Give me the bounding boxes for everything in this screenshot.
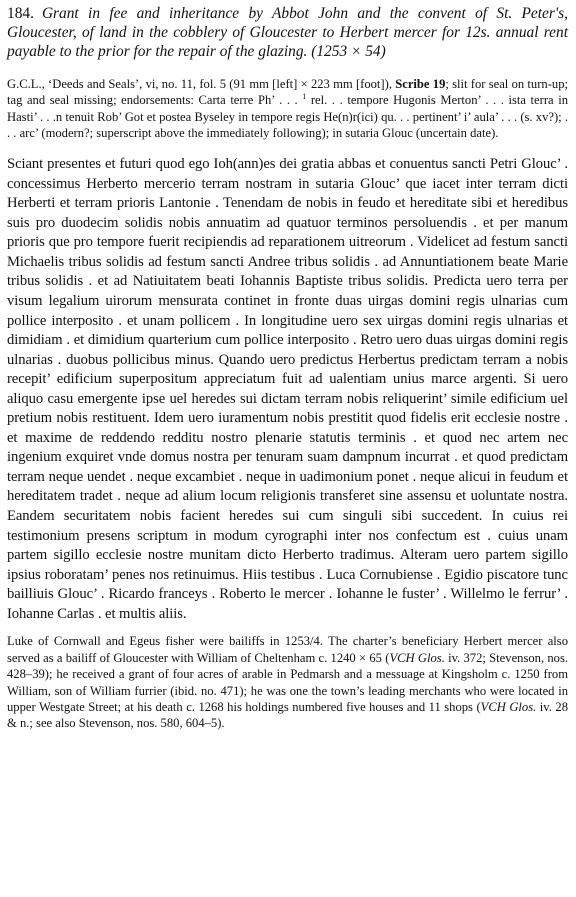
charter-text: Sciant presentes et futuri quod ego Ioh(ann)es dei gratia abbas et conuentus sancti Petri Glouc’ . concessimus Herberto mercerio terram nostram in sutaria Glouc’ que iacet inter terram dicti Herberti et terram prioris Lantonie . Tenendam de nobis in feudo et hereditate sibi et heredibus suis pro duodecim solidis nobis annuatim ad quatuor terminos persoluendis . et per manum prioris que pro tempore fuerit recipiendis ad reparationem uitreorum . Videlicet ad festum sancti Michaelis tribus solidis ad festum sancti Andree tribus solidis . ad Annuntiationem beate Marie tribus solidis . et ad Natiuitatem beati Iohannis Baptiste tribus solidis. Predicta uero terra per visum legalium uirorum mensurata continet in fronte duas uirgas domini regis ulnarias cum pollice interposito . et unam pollicem . In longitudine uero sex uirgas domini regis ulnarias et dimidiam . et dimidium quarterium cum pollice interposito . Retro uero duas uirgas domini regis ulnarias . duobus pollicibus minus. Quando uero predictus Herbertus predictam terram a nobis recepit’ edificium superpositum appreciatum fuit ad ualentiam unius marce argenti. Si uero aliquo casu emergente ipse uel heredes sui dictam terram nobis reliquerint’ simile edificium uel pretium nobis restituent. Idem uero iuramentum nobis prestitit quod fidelis erit ecclesie nostre . et maxime de reddendo redditu nostro plenarie statutis terminis . et quod nec artem nec ingenium exquiret vnde domus nostra per tenuram suam dampnum incurrat . et quod predictam terram neque uendet . neque excambiet . neque in uadimonium ponet . neque alicui in feudum et hereditatem tradet . neque ad alium locum religionis transferet sine assensu et uoluntate nostra. Eandem securitatem nobis facient heredes sui cum singuli sibi succedent. In cuius rei testimonium presens scriptum in modum cyrographi inter nos confectum est . cuius unam partem sigillo ecclesie nostre munitam dicto Herberto tradimus. Alteram uero partem sigillo ipsius roboratam’ penes nos retinuimus. Hiis testibus . Luca Cornubiense . Egidio piscatore tunc bailliuis Glouc’ . Ricardo franceys . Roberto le mercer . Iohanne le fuster’ . Willelmo le ferrur’ . Iohanne Carlas . et multis aliis.	[7, 156, 568, 622]
notes-citation-2: VCH Glos.	[480, 699, 537, 714]
footnote-marker: 1	[302, 92, 307, 102]
description-part-1: G.C.L., ‘Deeds and Seals’, vi, no. 11, fol. 5 (91 mm [left] × 223 mm [foot]),	[7, 77, 396, 91]
notes-part-3: iv. 28 & n.; see also Stevenson, nos. 580, 604–5).	[7, 699, 569, 731]
description-part-3: rel. . . tempore Hugonis Merton’ . . . ista terra in Hasti’ . . .n tenuit Rob’ Got et postea Byseley in tempore regis He(n)r(ici) qu. . . pertinent’ i’ aula’ . . . (s. xv?); . . . arc’ (modern?; superscript above the immediately following); in sutaria Glouc (uncertain date).	[7, 93, 568, 140]
entry-number: 184.	[7, 5, 34, 22]
editorial-notes	[7, 633, 568, 731]
entry-heading	[7, 4, 568, 61]
notes-part-1: Luke of Cornwall and Egeus fisher were bailiffs in 1253/4. The charter’s beneficiary Herbert mercer also served as a bailiff of Gloucester with William of Cheltenham c. 1240 × 65 (	[7, 634, 568, 665]
entry-title: Grant in fee and inheritance by Abbot John and the convent of St. Peter's, Gloucester, of land in the cobblery of Gloucester to Herbert mercer for 12s. annual rent payable to the prior for the repair of the glazing. (1253 × 54)	[7, 5, 568, 60]
scribe-label: Scribe 19	[395, 77, 446, 91]
notes-citation-1: VCH Glos.	[389, 650, 445, 665]
description-part-2: ; slit for seal on turn-up; tag and seal missing; endorsements: Carta terre Ph’ . . .	[7, 77, 568, 108]
document-page	[7, 4, 568, 732]
notes-part-2: iv. 372; Stevenson, nos. 428–39); he received a grant of four acres of arable in Pedmarsh and a messuage at Kingsholm c. 1250 from William, son of William furrier (ibid. no. 471); he was one the town’s leading merchants who were located in upper Westgate Street; at his death c. 1268 his holdings numbered five houses and 11 shops (	[7, 650, 569, 714]
source-description	[7, 76, 568, 141]
